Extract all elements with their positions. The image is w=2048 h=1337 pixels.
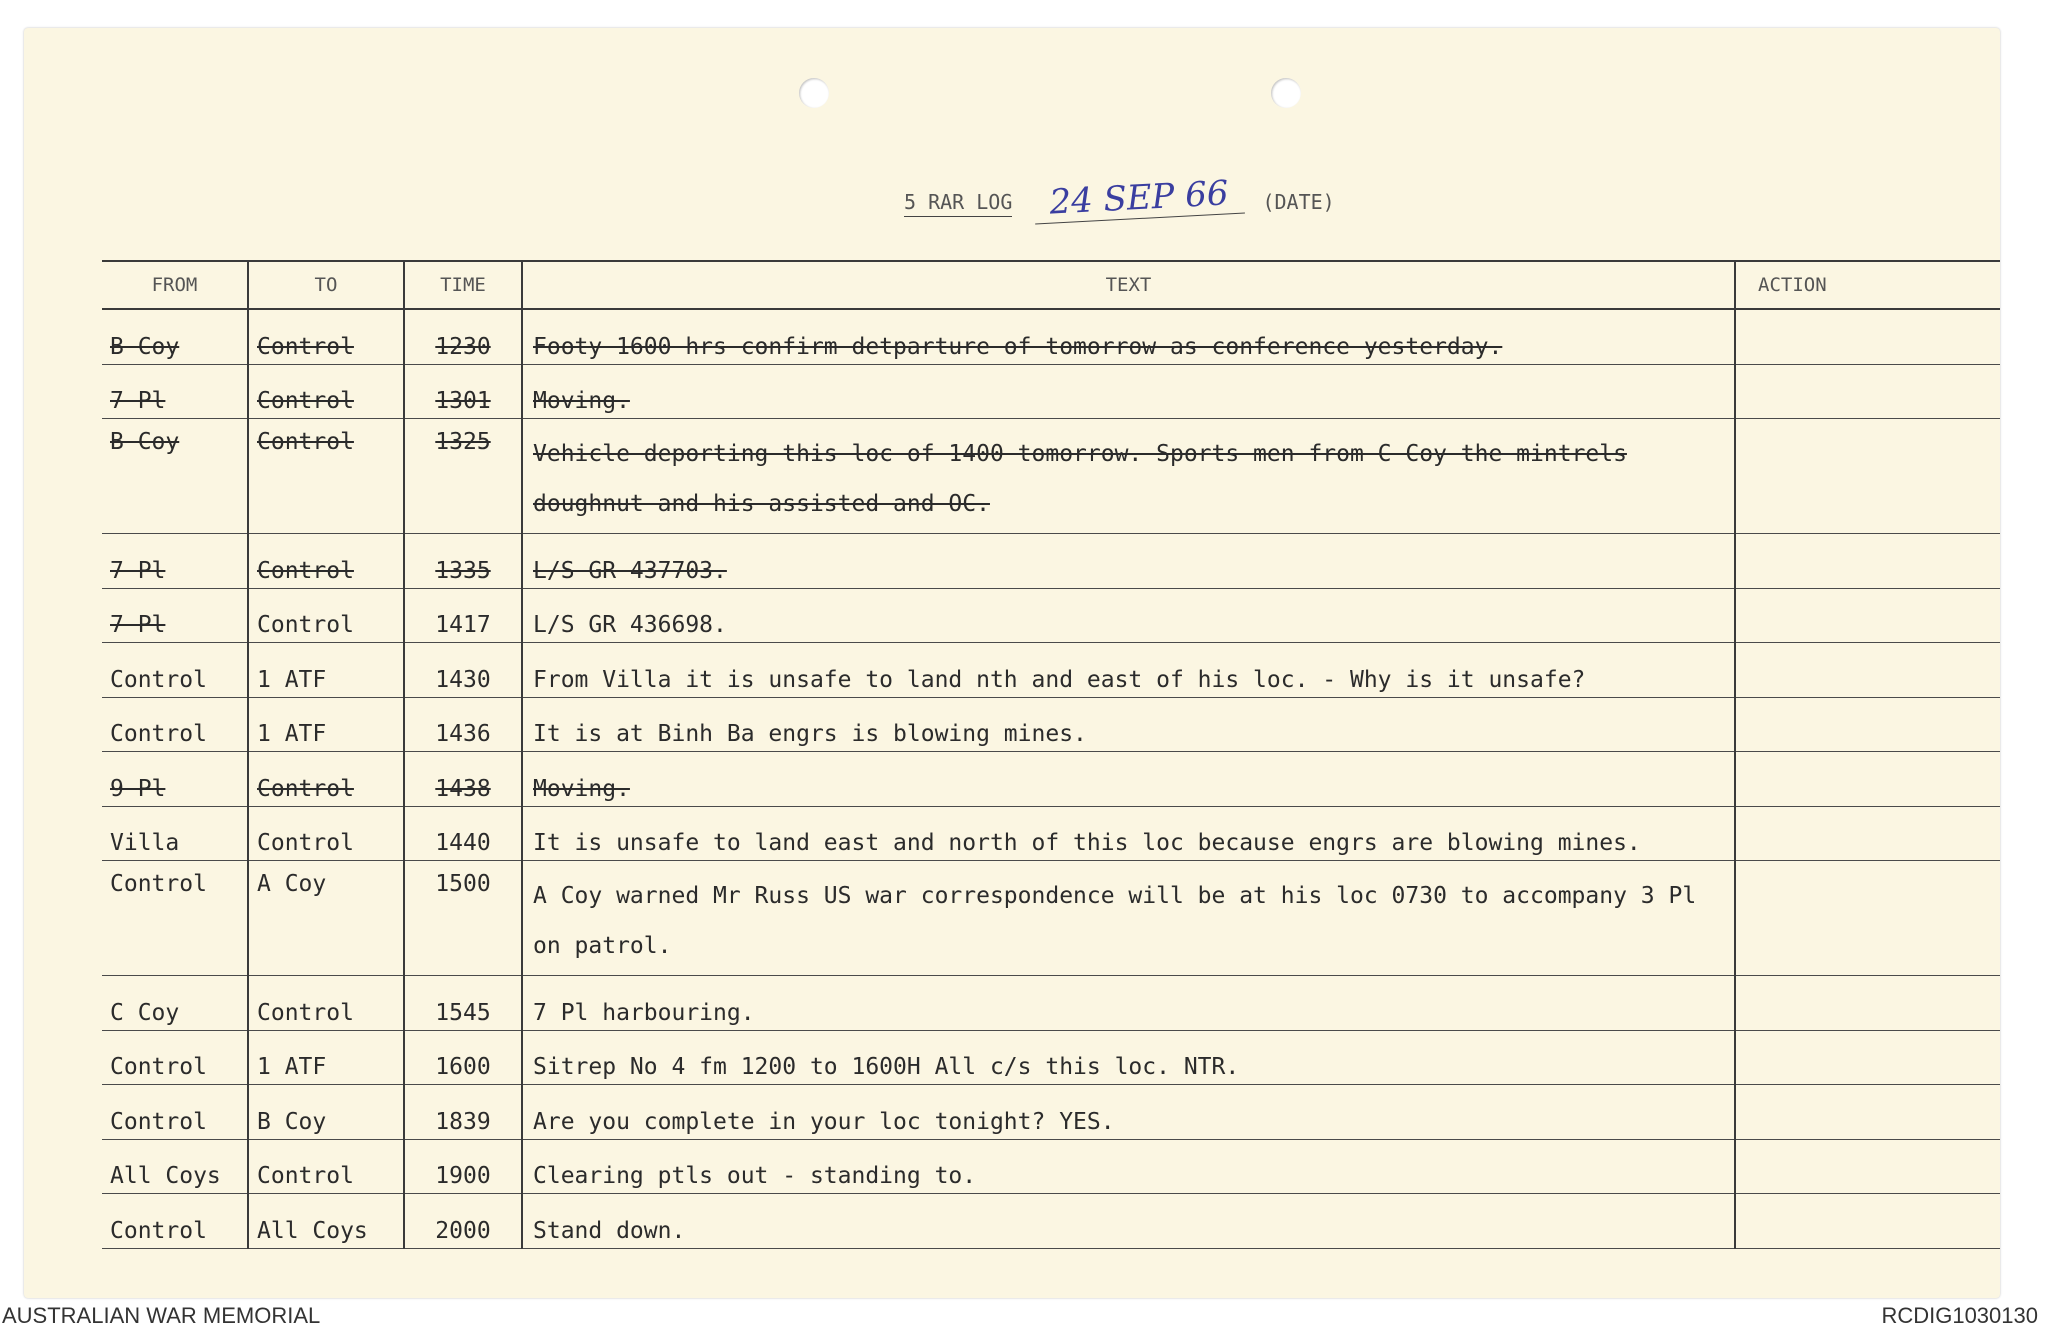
entry-from: Villa [102, 806, 248, 861]
entry-time: 1230 [404, 309, 522, 364]
entry-time: 1500 [404, 861, 522, 976]
entry-from: Control [102, 1194, 248, 1249]
archive-credit: AUSTRALIAN WAR MEMORIAL [2, 1303, 321, 1328]
entry-text: Moving. [522, 752, 1735, 807]
entry-to: Control [248, 806, 404, 861]
log-table [102, 260, 2000, 1249]
table-row [102, 588, 2000, 643]
entry-text: From Villa it is unsafe to land nth and east of his loc. - Why is it unsafe? [522, 643, 1735, 698]
entry-time: 1301 [404, 364, 522, 419]
entry-text: Sitrep No 4 fm 1200 to 1600H All c/s this loc. NTR. [522, 1030, 1735, 1085]
entry-action [1735, 364, 2000, 419]
entry-text: A Coy warned Mr Russ US war correspondence will be at his loc 0730 to accompany 3 Pl on patrol. [522, 861, 1735, 976]
entry-text: Vehicle deporting this loc of 1400 tomorrow. Sports men from C Coy the mintrels doughnut and his assisted and OC. [522, 419, 1735, 534]
entry-action [1735, 697, 2000, 752]
entry-time: 1430 [404, 643, 522, 698]
entry-from: 7 Pl [102, 534, 248, 589]
entry-time: 2000 [404, 1194, 522, 1249]
entry-from: 9 Pl [102, 752, 248, 807]
entry-to: All Coys [248, 1194, 404, 1249]
table-row [102, 1030, 2000, 1085]
table-row [102, 534, 2000, 589]
entry-time: 1438 [404, 752, 522, 807]
entry-to: Control [248, 364, 404, 419]
entry-time: 1417 [404, 588, 522, 643]
entry-action [1735, 588, 2000, 643]
column-header-text: TEXT [522, 261, 1735, 309]
entry-time: 1545 [404, 976, 522, 1031]
entry-from: Control [102, 697, 248, 752]
log-title: 5 RAR LOG [904, 190, 1012, 217]
entry-to: Control [248, 309, 404, 364]
entry-time: 1440 [404, 806, 522, 861]
table-row [102, 697, 2000, 752]
entry-time: 1436 [404, 697, 522, 752]
entry-to: B Coy [248, 1085, 404, 1140]
entry-action [1735, 1085, 2000, 1140]
log-sheet [24, 28, 2000, 1298]
column-header-time: TIME [404, 261, 522, 309]
entry-from: B Coy [102, 309, 248, 364]
column-header-action: ACTION [1735, 261, 2000, 309]
table-row [102, 861, 2000, 976]
table-row [102, 752, 2000, 807]
entry-to: A Coy [248, 861, 404, 976]
entry-time: 1335 [404, 534, 522, 589]
entry-action [1735, 1030, 2000, 1085]
entry-action [1735, 1139, 2000, 1194]
entry-text: 7 Pl harbouring. [522, 976, 1735, 1031]
punch-hole [1271, 78, 1301, 108]
entry-to: Control [248, 534, 404, 589]
table-row [102, 806, 2000, 861]
entry-text: L/S GR 437703. [522, 534, 1735, 589]
date-label: (DATE) [1262, 190, 1335, 214]
entry-text: Footy 1600 hrs confirm detparture of tomorrow as conference yesterday. [522, 309, 1735, 364]
entry-text: Are you complete in your loc tonight? YES. [522, 1085, 1735, 1140]
entry-text: Moving. [522, 364, 1735, 419]
entry-to: Control [248, 1139, 404, 1194]
entry-to: Control [248, 976, 404, 1031]
entry-action [1735, 752, 2000, 807]
entry-from: Control [102, 1030, 248, 1085]
entry-action [1735, 309, 2000, 364]
log-date: 24 SEP 66 [1033, 173, 1245, 225]
table-row [102, 643, 2000, 698]
punch-hole [799, 78, 829, 108]
entry-action [1735, 861, 2000, 976]
archive-id: RCDIG1030130 [1881, 1303, 2038, 1328]
entry-action [1735, 1194, 2000, 1249]
entry-action [1735, 976, 2000, 1031]
table-row [102, 1194, 2000, 1249]
entry-from: 7 Pl [102, 588, 248, 643]
entry-from: 7 Pl [102, 364, 248, 419]
column-header-from: FROM [102, 261, 248, 309]
entry-text: L/S GR 436698. [522, 588, 1735, 643]
log-header [904, 173, 1335, 223]
entry-to: Control [248, 588, 404, 643]
entry-time: 1325 [404, 419, 522, 534]
entry-text: Stand down. [522, 1194, 1735, 1249]
entry-to: 1 ATF [248, 643, 404, 698]
entry-to: 1 ATF [248, 1030, 404, 1085]
entry-from: All Coys [102, 1139, 248, 1194]
entry-time: 1600 [404, 1030, 522, 1085]
entry-from: B Coy [102, 419, 248, 534]
entry-to: 1 ATF [248, 697, 404, 752]
table-row [102, 1085, 2000, 1140]
entry-action [1735, 419, 2000, 534]
entry-from: Control [102, 861, 248, 976]
entry-text: It is at Binh Ba engrs is blowing mines. [522, 697, 1735, 752]
entry-text: Clearing ptls out - standing to. [522, 1139, 1735, 1194]
table-row [102, 364, 2000, 419]
entry-from: C Coy [102, 976, 248, 1031]
entry-from: Control [102, 643, 248, 698]
entry-to: Control [248, 752, 404, 807]
entry-action [1735, 643, 2000, 698]
table-row [102, 309, 2000, 364]
entry-to: Control [248, 419, 404, 534]
entry-text: It is unsafe to land east and north of this loc because engrs are blowing mines. [522, 806, 1735, 861]
entry-action [1735, 534, 2000, 589]
table-row [102, 1139, 2000, 1194]
column-header-to: TO [248, 261, 404, 309]
entry-action [1735, 806, 2000, 861]
table-header-row [102, 261, 2000, 309]
table-row [102, 419, 2000, 534]
entry-from: Control [102, 1085, 248, 1140]
entry-time: 1839 [404, 1085, 522, 1140]
entry-time: 1900 [404, 1139, 522, 1194]
table-row [102, 976, 2000, 1031]
